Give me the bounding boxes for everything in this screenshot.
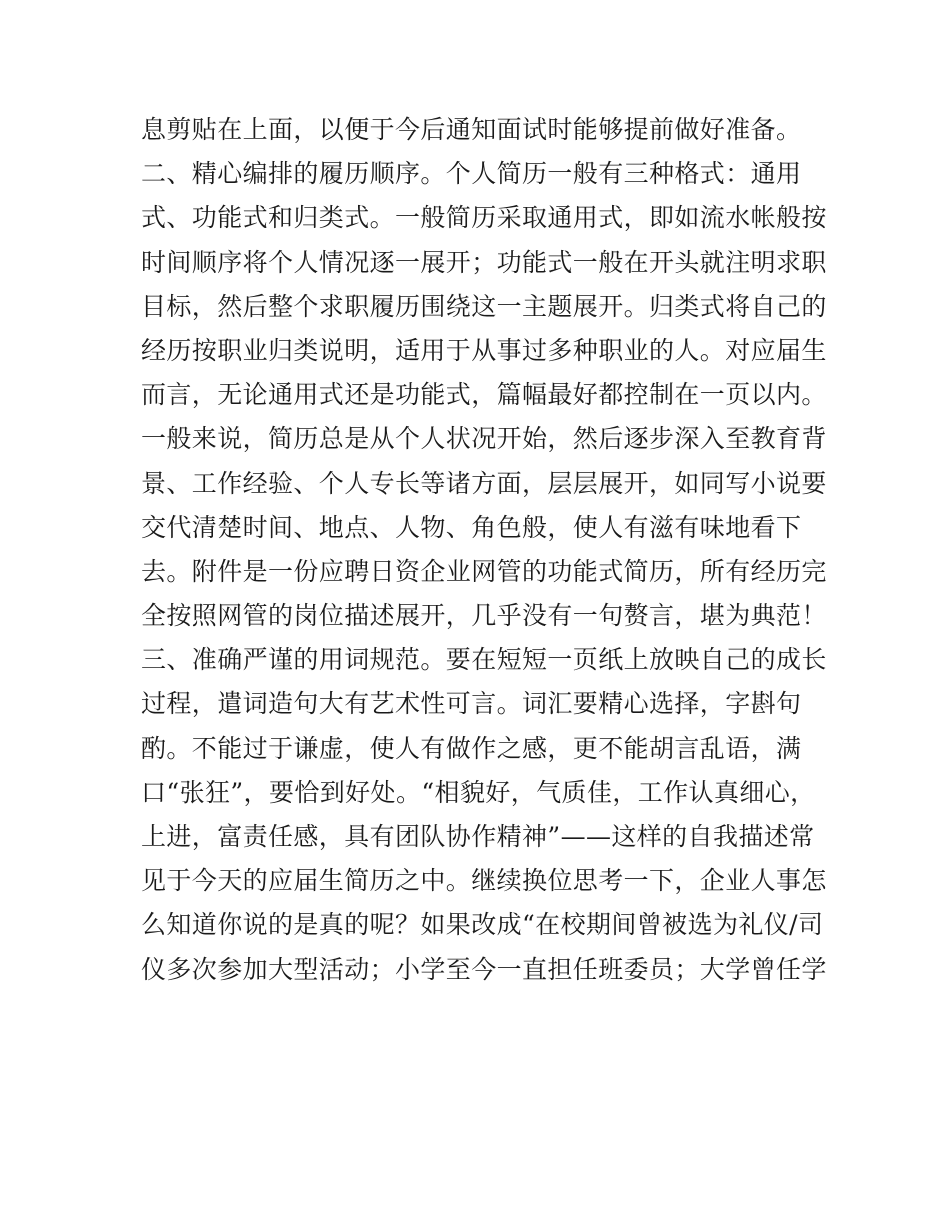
text-line: 仪多次参加大型活动；小学至今一直担任班委员；大学曾任学 — [141, 954, 827, 984]
text-line: 而言，无论通用式还是功能式，篇幅最好都控制在一页以内。 — [141, 380, 827, 410]
text-line: 时间顺序将个人情况逐一展开；功能式一般在开头就注明求职 — [141, 247, 827, 277]
text-line: 景、工作经验、个人专长等诸方面，层层展开，如同写小说要 — [141, 468, 827, 498]
text-line: 经历按职业归类说明，适用于从事过多种职业的人。对应届生 — [141, 335, 827, 365]
text-line: 全按照网管的岗位描述展开，几乎没有一句赘言，堪为典范！ — [141, 601, 827, 631]
body-text — [141, 108, 827, 992]
text-line: 口“张狂”，要恰到好处。“相貌好，气质佳，工作认真细心， — [141, 777, 816, 807]
text-line: 上进，富责任感，具有团队协作精神”——这样的自我描述常 — [141, 822, 815, 851]
text-line: 一般来说，简历总是从个人状况开始，然后逐步深入至教育背 — [141, 424, 827, 454]
text-line: 三、准确严谨的用词规范。要在短短一页纸上放映自己的成长 — [141, 645, 827, 675]
text-line: 二、精心编排的履历顺序。个人简历一般有三种格式：通用 — [141, 159, 802, 189]
text-line: 交代清楚时间、地点、人物、角色般，使人有滋有味地看下 — [141, 512, 802, 542]
text-line: 去。附件是一份应聘日资企业网管的功能式简历，所有经历完 — [141, 556, 827, 586]
text-line: 息剪贴在上面，以便于今后通知面试时能够提前做好准备。 — [141, 115, 802, 144]
text-line: 目标，然后整个求职履历围绕这一主题展开。归类式将自己的 — [141, 291, 827, 321]
text-line: 式、功能式和归类式。一般简历采取通用式，即如流水帐般按 — [141, 203, 827, 233]
text-line: 么知道你说的是真的呢？如果改成“在校期间曾被选为礼仪/司 — [141, 910, 824, 940]
text-line: 过程，遣词造句大有艺术性可言。词汇要精心选择，字斟句 — [141, 689, 802, 719]
text-line: 酌。不能过于谦虚，使人有做作之感，更不能胡言乱语，满 — [141, 733, 802, 763]
text-line: 见于今天的应届生简历之中。继续换位思考一下，企业人事怎 — [141, 866, 827, 896]
